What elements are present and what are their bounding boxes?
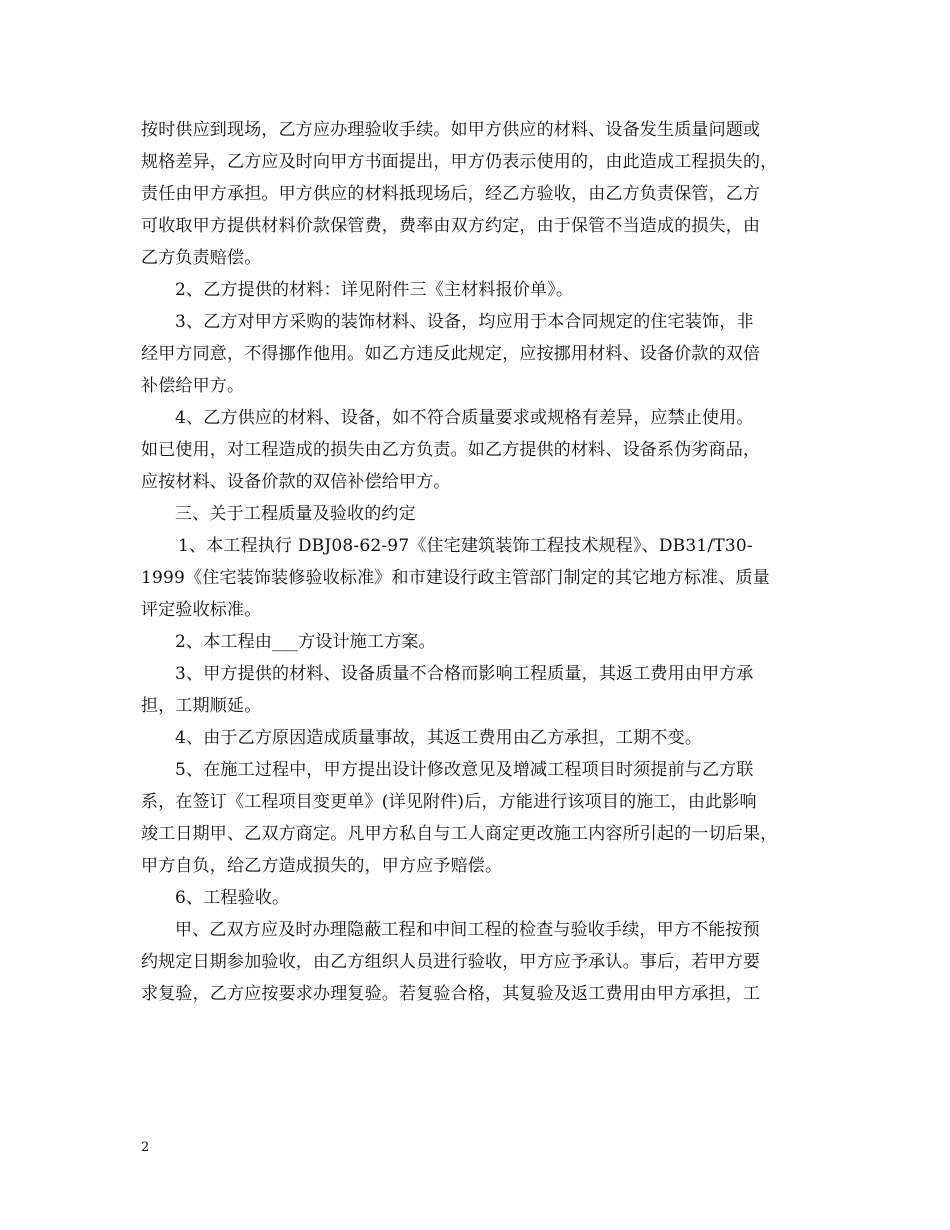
paragraph-line: 评定验收标准。 (141, 600, 262, 620)
paragraph-line: 担，工期顺延。 (141, 696, 262, 716)
paragraph-line: 责任由甲方承担。甲方供应的材料抵现场后，经乙方验收，由乙方负责保管，乙方 (141, 184, 761, 204)
paragraph-line: 如已使用，对工程造成的损失由乙方负责。如乙方提供的材料、设备系伪劣商品， (141, 440, 761, 460)
paragraph-line: 按时供应到现场，乙方应办理验收手续。如甲方供应的材料、设备发生质量问题或 (141, 120, 761, 140)
page-number: 2 (141, 1140, 150, 1155)
paragraph-line: 补偿给甲方。 (141, 376, 245, 396)
paragraph-line: 可收取甲方提供材料价款保管费，费率由双方约定，由于保管不当造成的损失，由 (141, 216, 761, 236)
paragraph-line: 竣工日期甲、乙双方商定。凡甲方私自与工人商定更改施工内容所引起的一切后果， (141, 824, 778, 844)
clause-4-line: 4、乙方供应的材料、设备，如不符合质量要求或规格有差异，应禁止使用。 (175, 408, 754, 428)
clause-3-line: 3、乙方对甲方采购的装饰材料、设备，均应用于本合同规定的住宅装饰，非 (175, 312, 754, 332)
paragraph-line: 求复验，乙方应按要求办理复验。若复验合格，其复验及返工费用由甲方承担，工 (141, 984, 761, 1004)
quality-clause-5-line: 5、在施工过程中，甲方提出设计修改意见及增减工程项目时须提前与乙方联 (175, 760, 754, 780)
quality-clause-2-line: 2、本工程由___方设计施工方案。 (175, 632, 436, 652)
paragraph-line: 系，在签订《工程项目变更单》(详见附件)后，方能进行该项目的施工，由此影响 (141, 792, 757, 812)
acceptance-paragraph-line: 甲、乙双方应及时办理隐蔽工程和中间工程的检查与验收手续，甲方不能按预 (175, 920, 760, 940)
section-heading: 三、关于工程质量及验收的约定 (175, 504, 416, 524)
paragraph-line: 约规定日期参加验收，由乙方组织人员进行验收，甲方应予承认。事后，若甲方要 (141, 952, 761, 972)
quality-clause-4-line: 4、由于乙方原因造成质量事故，其返工费用由乙方承担，工期不变。 (175, 728, 703, 748)
paragraph-line: 应按材料、设备价款的双倍补偿给甲方。 (141, 472, 451, 492)
quality-clause-3-line: 3、甲方提供的材料、设备质量不合格而影响工程质量，其返工费用由甲方承 (175, 664, 754, 684)
paragraph-line: 甲方自负，给乙方造成损失的，甲方应予赔偿。 (141, 856, 503, 876)
quality-clause-6-line: 6、工程验收。 (175, 888, 290, 908)
document-body (141, 114, 817, 1010)
quality-clause-1-line: 1、本工程执行 DBJ08-62-97《住宅建筑装饰工程技术规程》、DB31/T30- (178, 536, 753, 556)
clause-2-line: 2、乙方提供的材料：详见附件三《主材料报价单》。 (175, 280, 574, 300)
paragraph-line: 经甲方同意，不得挪作他用。如乙方违反此规定，应按挪用材料、设备价款的双倍 (141, 344, 761, 364)
paragraph-line: 1999《住宅装饰装修验收标准》和市建设行政主管部门制定的其它地方标准、质量 (141, 568, 770, 588)
paragraph-line: 乙方负责赔偿。 (141, 248, 262, 268)
paragraph-line: 规格差异，乙方应及时向甲方书面提出，甲方仍表示使用的，由此造成工程损失的， (141, 152, 778, 172)
